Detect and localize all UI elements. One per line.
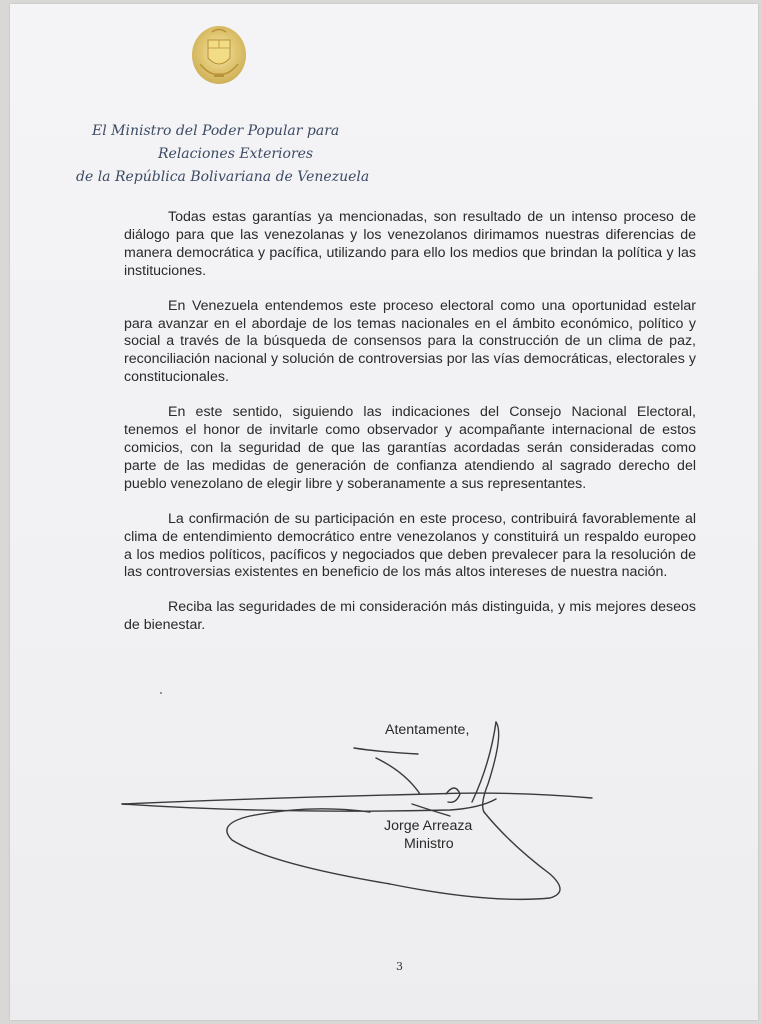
letter-body bbox=[124, 209, 696, 652]
letterhead-line-2: Relaciones Exteriores bbox=[158, 146, 314, 162]
page-number: 3 bbox=[396, 960, 403, 973]
letterhead bbox=[70, 120, 410, 189]
letterhead-line-3: de la República Bolivariana de Venezuela bbox=[76, 169, 370, 185]
signatory-name: Jorge Arreaza bbox=[384, 818, 473, 834]
paragraph-confirmation: La confirmación de su participación en este proceso, contribuirá favorablemente al clima de entendimiento democrático entre venezolanos y constituirá un respaldo europeo a los medios políticos, pacíficos y negociados que deben prevalecer para la resolución de las controversias existentes en beneficio de los más altos intereses de nuestra nación. bbox=[124, 510, 696, 581]
letterhead-line-1: El Ministro del Poder Popular para bbox=[92, 123, 340, 139]
closing-salutation: Atentamente, bbox=[385, 722, 470, 738]
paragraph-invitation: En este sentido, siguiendo las indicaciones del Consejo Nacional Electoral, tenemos el honor de invitarle como observador y acompañante internacional de estos comicios, con la seguridad de que las garantías acordadas serán consideradas como parte de las medidas de generación de confianza atendiendo al sagrado derecho del pueblo venezolano de elegir libre y soberanamente a sus representantes. bbox=[124, 404, 696, 492]
paragraph-regards: Reciba las seguridades de mi consideración más distinguida, y mis mejores deseos de bienestar. bbox=[124, 599, 696, 634]
paragraph-electoral-process: En Venezuela entendemos este proceso electoral como una oportunidad estelar para avanzar en el abordaje de los temas nacionales en el ámbito económico, político y social a través de la búsqueda de consensos para la construcción de un clima de paz, reconciliación nacional y solución de controversias por las vías democráticas, electorales y constitucionales. bbox=[124, 297, 696, 386]
signatory-title: Ministro bbox=[404, 836, 454, 852]
letter-page bbox=[10, 4, 758, 1020]
paragraph-guarantees: Todas estas garantías ya mencionadas, son resultado de un intenso proceso de diálogo para que las venezolanas y los venezolanos dirimamos nuestras diferencias de manera democrática y pacífica, utilizando para ello los medios que brindan la política y las instituciones. bbox=[124, 209, 696, 279]
coat-of-arms-seal bbox=[190, 24, 248, 86]
stray-mark bbox=[160, 692, 162, 694]
